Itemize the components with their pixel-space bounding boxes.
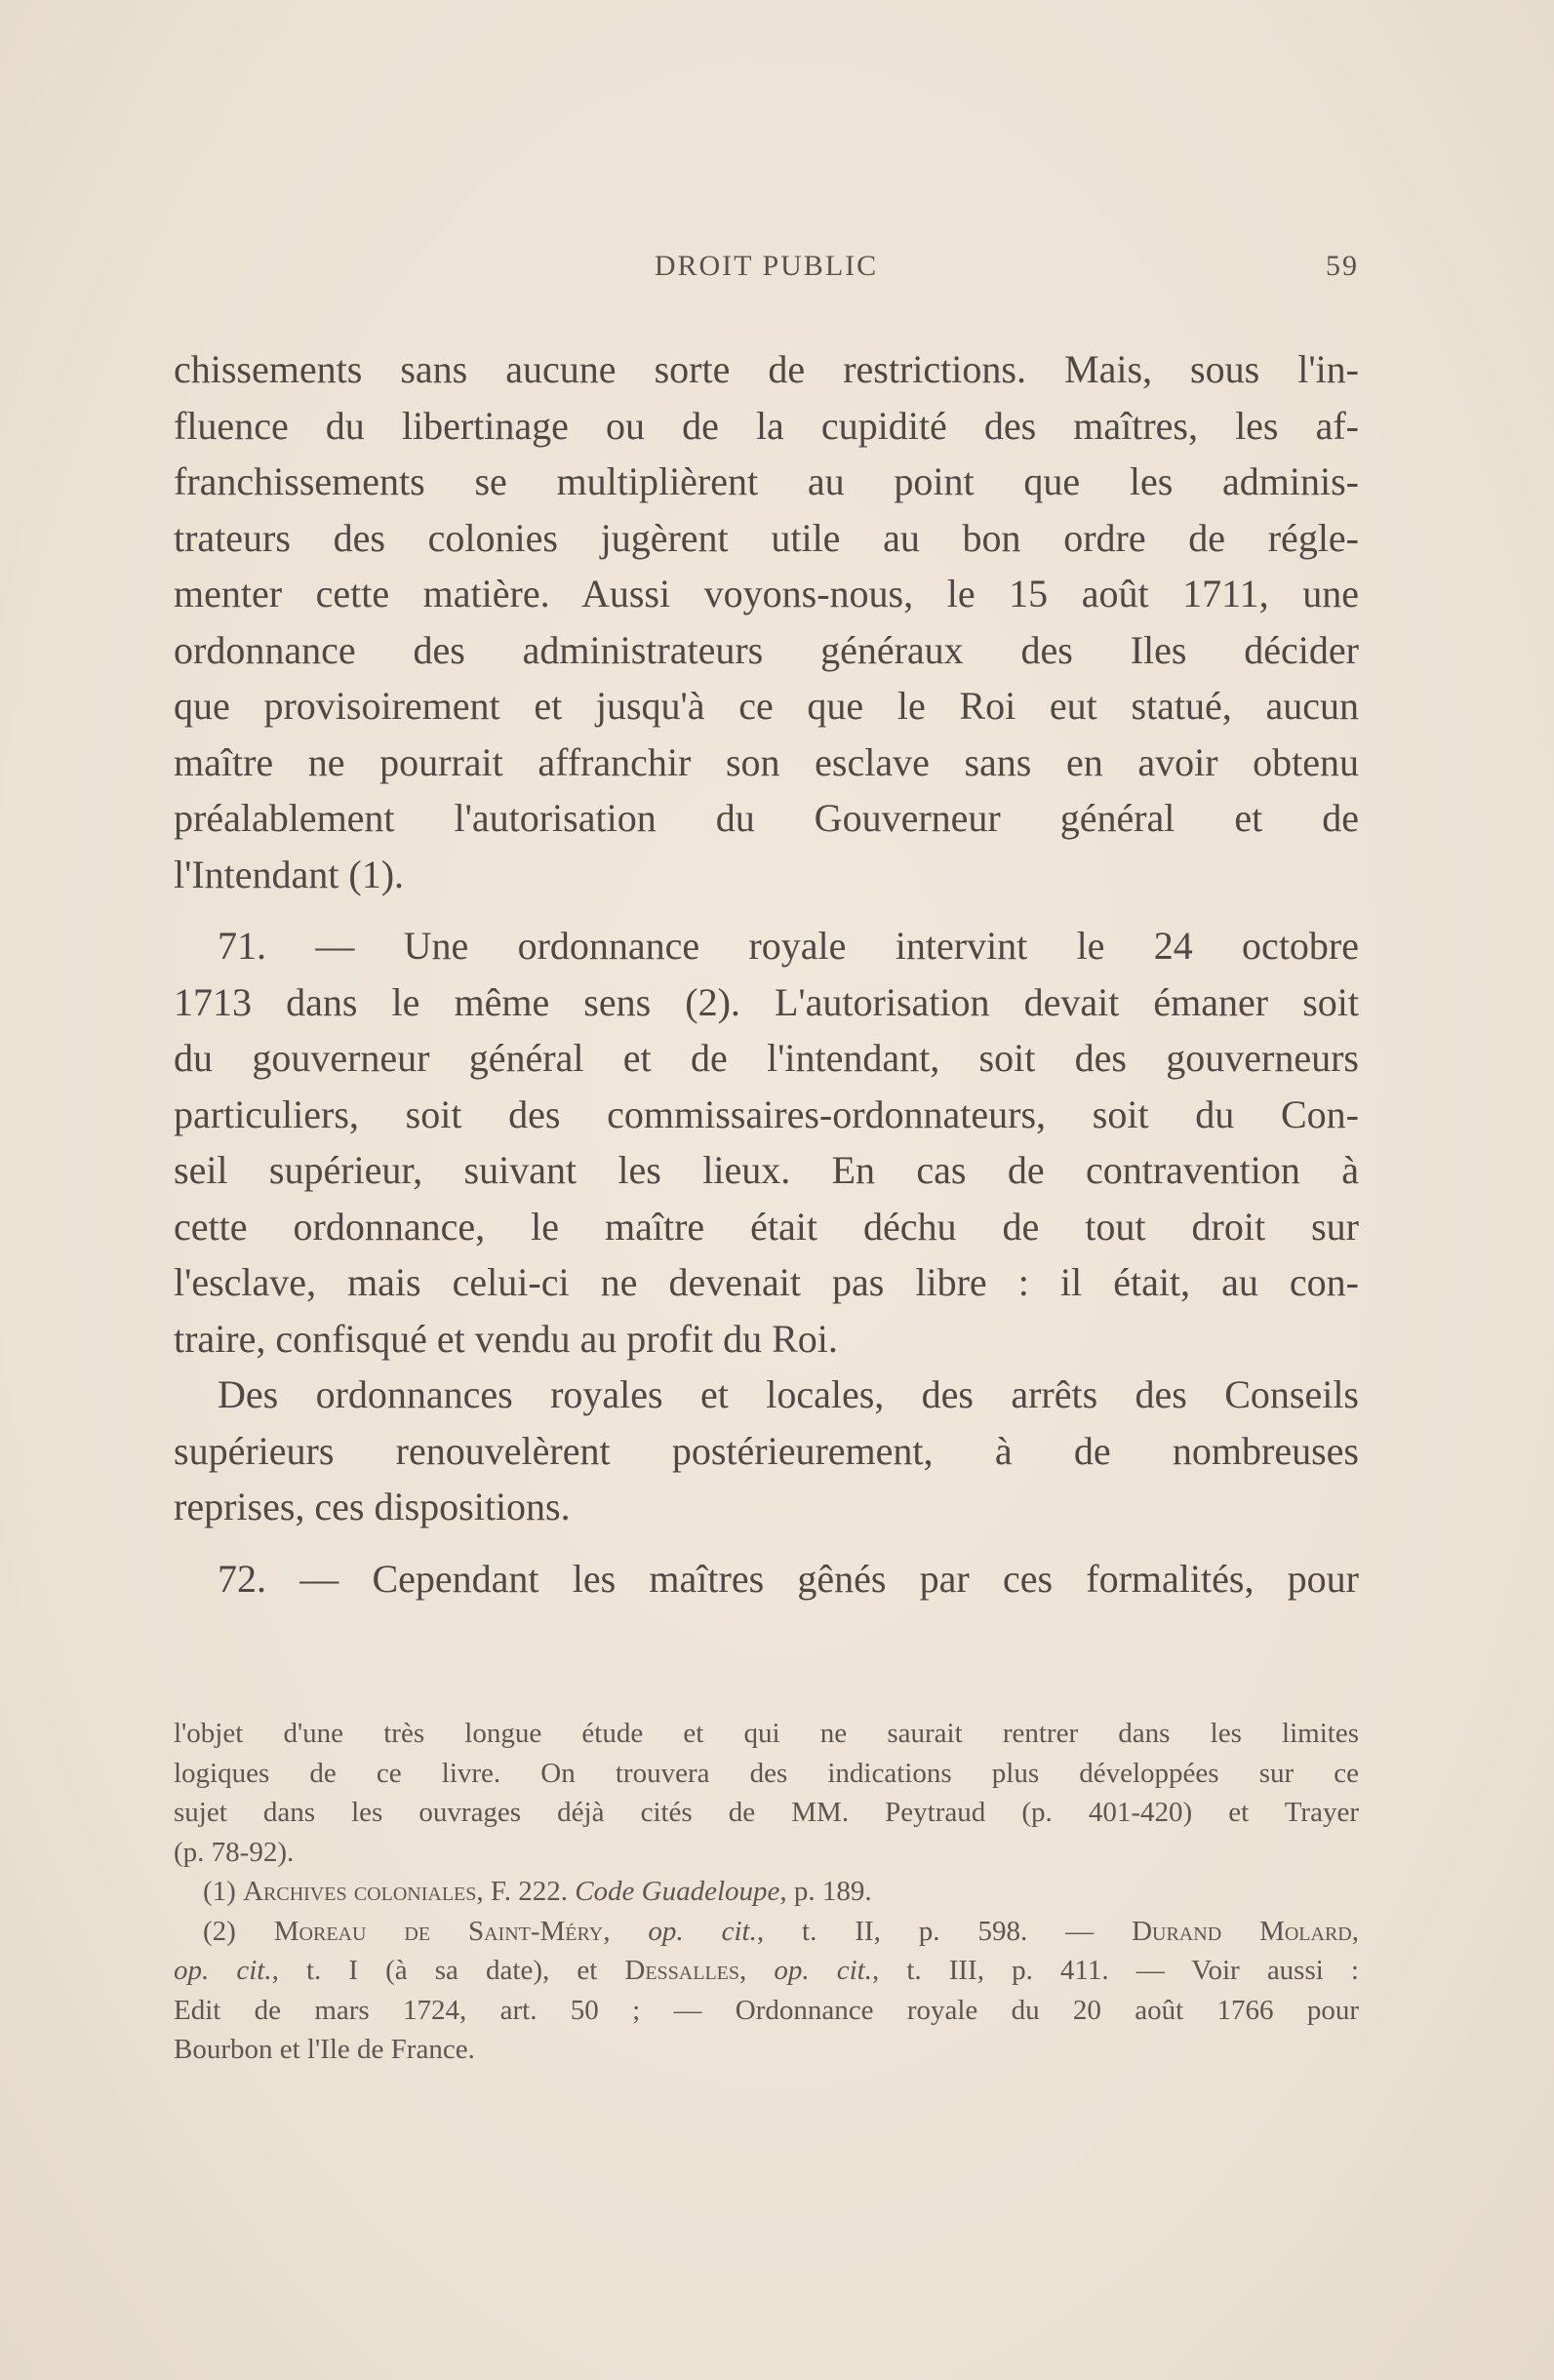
text-line: 72. — Cependant les maîtres gênés par ces formalités, pour (218, 1556, 1359, 1601)
text-line: trateurs des colonies jugèrent utile au bon ordre de régle- (174, 515, 1359, 560)
op-cit: op. cit. (648, 1915, 757, 1947)
text-line: du gouverneur général et de l'intendant, soit des gouverneurs (174, 1036, 1359, 1080)
separator: , (1351, 1915, 1359, 1947)
text-line: supérieurs renouvelèrent postérieurement, à de nombreuses (174, 1428, 1359, 1473)
author-name: Dessalles (624, 1955, 740, 1986)
footnote-line: l'objet d'une très longue étude et qui ne saurait rentrer dans les limites (174, 1718, 1359, 1749)
text-line: particuliers, soit des commissaires-ordonnateurs, soit du Con- (174, 1091, 1359, 1136)
source-page: , p. 189. (779, 1876, 872, 1907)
text-line: préalablement l'autorisation du Gouverneur général et de (174, 796, 1359, 840)
text-line: menter cette matière. Aussi voyons-nous, le 15 août 1711, une (174, 572, 1359, 615)
footnote-line: Edit de mars 1724, art. 50 ; — Ordonnance royale du 20 août 1766 pour (174, 1994, 1359, 2026)
text-line: cette ordonnance, le maître était déchu de tout droit sur (174, 1204, 1359, 1249)
source-ref: , t. II, p. 598. — (756, 1915, 1133, 1947)
op-cit: op. cit. (174, 1955, 272, 1986)
footnote-marker: (1) (203, 1876, 236, 1907)
text-line: maître ne pourrait affranchir son esclave sans en avoir obtenu (174, 739, 1359, 784)
paragraph-72 (174, 1551, 1359, 1607)
footnote-1 (174, 1872, 1359, 1912)
running-title: DROIT PUBLIC (654, 250, 879, 282)
footnote-2 (174, 1912, 1359, 2070)
text-line: chissements sans aucune sorte de restrictions. Mais, sous l'in- (174, 347, 1359, 391)
text-line: ordonnance des administrateurs généraux des Iles décider (174, 627, 1359, 672)
page-header (174, 250, 1359, 289)
footnote-line: Bourbon et l'Ile de France. (174, 2034, 475, 2065)
footnote-line (174, 1872, 1359, 1912)
main-text (174, 341, 1359, 1606)
text-line: traire, confisqué et vendu au profit du Roi. (174, 1316, 838, 1361)
text-line: fluence du libertinage ou de la cupidité des maîtres, les af- (174, 403, 1359, 448)
source-ref: , t. I (à sa date), et (271, 1955, 625, 1986)
footnotes (174, 1714, 1359, 2070)
footnote-line: logiques de ce livre. On trouvera des indications plus développées sur ce (174, 1757, 1359, 1789)
page-number: 59 (1326, 250, 1359, 282)
footnote-marker: (2) (203, 1915, 236, 1947)
source-ref: , t. III, p. 411. — Voir aussi : (871, 1955, 1359, 1986)
author-name: Durand Molard (1132, 1915, 1352, 1947)
paragraph-71 (174, 918, 1359, 1367)
text-line: 71. — Une ordonnance royale intervint le 24 octobre (218, 924, 1359, 968)
paragraph-1 (174, 341, 1359, 902)
text-line: que provisoirement et jusqu'à ce que le Roi eut statué, aucun (174, 684, 1359, 728)
source-ref: , F. 222. (476, 1876, 576, 1907)
source-title: Code Guadeloupe (575, 1876, 780, 1907)
source-name: Archives coloniales (243, 1876, 477, 1907)
text-line: l'esclave, mais celui-ci ne devenait pas libre : il était, au con- (174, 1260, 1359, 1304)
paragraph-3 (174, 1367, 1359, 1535)
separator: , (739, 1955, 775, 1986)
op-cit: op. cit. (774, 1955, 872, 1986)
footnote-continued (174, 1714, 1359, 1872)
text-line: 1713 dans le même sens (2). L'autorisation devait émaner soit (174, 979, 1359, 1024)
footnote-line (174, 1912, 1359, 1952)
text-line: reprises, ces dispositions. (174, 1485, 571, 1528)
text-line: l'Intendant (1). (174, 852, 405, 896)
text-line: Des ordonnances royales et locales, des arrêts des Conseils (218, 1372, 1359, 1416)
separator: , (603, 1915, 649, 1947)
footnote-line (174, 1951, 1359, 1991)
text-line: franchissements se multiplièrent au point que les adminis- (174, 459, 1359, 503)
footnote-line: (p. 78-92). (174, 1836, 295, 1868)
text-line: seil supérieur, suivant les lieux. En cas de contravention à (174, 1148, 1359, 1192)
author-name: Moreau de Saint-Méry (273, 1915, 604, 1947)
footnote-line: sujet dans les ouvrages déjà cités de MM. Peytraud (p. 401-420) et Trayer (174, 1797, 1359, 1828)
